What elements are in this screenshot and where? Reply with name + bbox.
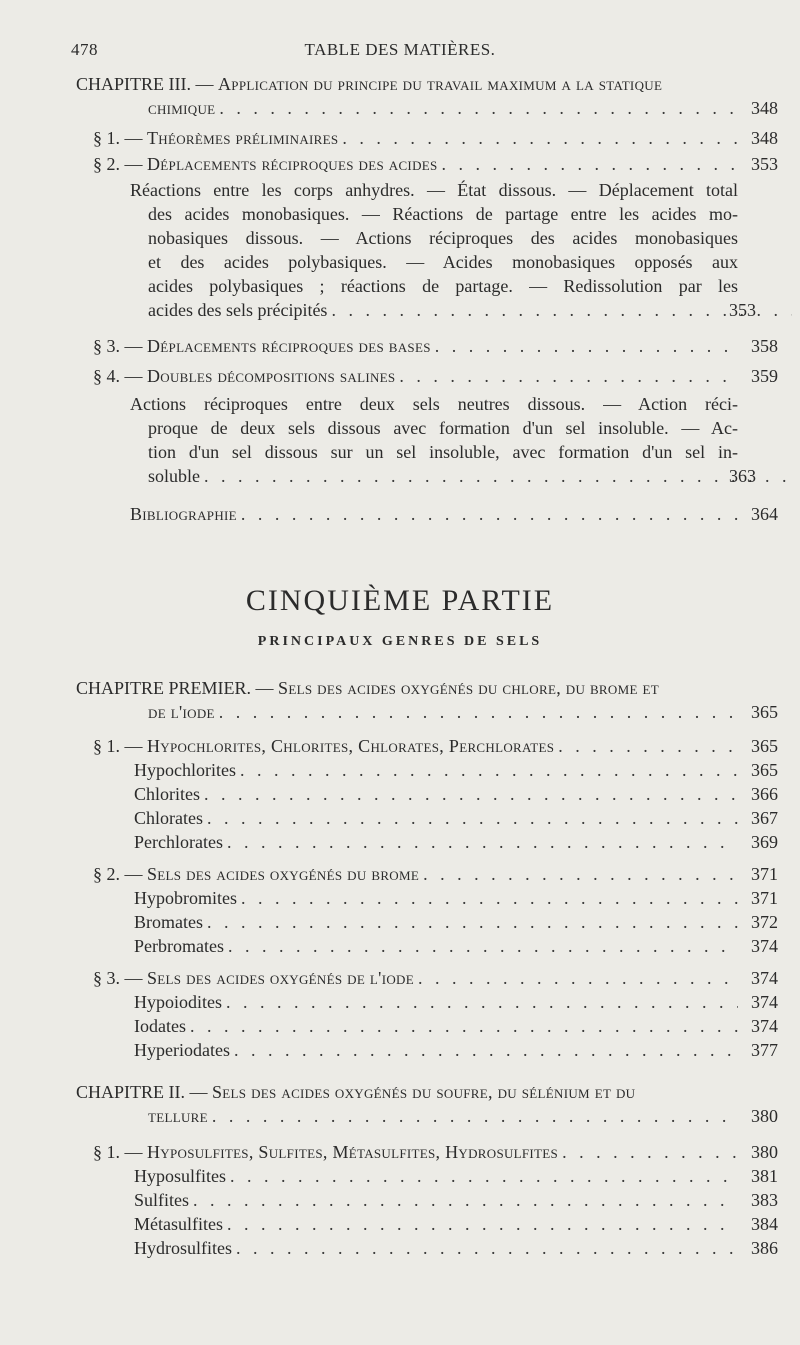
toc-page: 366 — [751, 784, 778, 804]
dot-leader — [204, 464, 792, 488]
chapter-title: Sels des acides oxygénés du soufre, du sélénium et du — [212, 1082, 636, 1102]
part-title: CINQUIÈME PARTIE — [245, 584, 555, 617]
toc-item — [134, 886, 778, 910]
dot-leader — [219, 700, 738, 724]
dot-leader — [241, 502, 738, 526]
toc-item — [134, 758, 778, 782]
section-title: Théorèmes préliminaires — [147, 128, 339, 148]
toc-item — [134, 830, 778, 854]
dot-leader — [435, 334, 738, 358]
toc-page: 371 — [751, 864, 778, 884]
summary-line: et des acides polybasiques. — Acides monobasiques opposés aux — [148, 252, 738, 272]
section-title: Déplacements réciproques des acides — [147, 154, 438, 174]
toc-page: 365 — [751, 702, 778, 722]
dot-leader — [204, 782, 738, 806]
running-header — [0, 38, 800, 62]
toc-item — [134, 1014, 778, 1038]
section-title: Hyposulfites, Sulfites, Métasulfites, Hydrosulfites — [147, 1142, 559, 1162]
item-title: Sulfites — [134, 1190, 190, 1210]
dot-leader — [241, 886, 738, 910]
section-title: Doubles décompositions salines — [147, 366, 396, 386]
summary-line: tion d'un sel dissous sur un sel insoluble, avec formation d'un sel in- — [148, 442, 738, 462]
summary-line: proque de deux sels dissous avec formation d'un sel insoluble. — Ac- — [148, 418, 738, 438]
item-title: Iodates — [134, 1016, 186, 1036]
item-title: Hypochlorites — [134, 760, 236, 780]
dot-leader — [234, 1038, 738, 1062]
chapter-title: Sels des acides oxygénés du chlore, du brome et — [278, 678, 659, 698]
page-number: 478 — [71, 40, 98, 59]
item-title: Métasulfites — [134, 1214, 223, 1234]
chapter-title: Application du principe du travail maximum a la statique — [218, 74, 663, 94]
toc-section — [93, 152, 778, 176]
toc-item — [134, 1212, 778, 1236]
toc-page: 358 — [751, 336, 778, 356]
running-title: TABLE DES MATIÈRES. — [304, 40, 496, 59]
toc-bibliography — [130, 502, 778, 526]
chapter-title-cont: tellure — [148, 1106, 208, 1126]
toc-section — [93, 1140, 778, 1164]
chapter-title-cont: chimique — [148, 98, 216, 118]
toc-item — [134, 1236, 778, 1260]
dot-leader — [227, 830, 738, 854]
section-label: § 1. — — [93, 128, 143, 148]
toc-item — [134, 1038, 778, 1062]
toc-page: 381 — [751, 1166, 778, 1186]
dot-leader — [558, 734, 738, 758]
toc-chapter-3 — [76, 72, 778, 120]
dot-leader — [193, 1188, 738, 1212]
toc-item — [134, 1188, 778, 1212]
section-title: Sels des acides oxygénés de l'iode — [147, 968, 414, 988]
toc-page: 369 — [751, 832, 778, 852]
section-label: § 1. — — [93, 1142, 143, 1162]
toc-item — [134, 806, 778, 830]
dot-leader — [212, 1104, 738, 1128]
toc-page: 365 — [751, 760, 778, 780]
dot-leader — [399, 364, 738, 388]
dot-leader — [418, 966, 738, 990]
toc-page: 363 — [729, 466, 756, 486]
dot-leader — [190, 1014, 738, 1038]
dot-leader — [562, 1140, 738, 1164]
toc-page: 374 — [751, 968, 778, 988]
chapter-label: CHAPITRE PREMIER. — — [76, 678, 274, 698]
summary-line: soluble — [148, 466, 200, 486]
toc-item — [134, 934, 778, 958]
toc-page: 367 — [751, 808, 778, 828]
toc-page: 380 — [751, 1106, 778, 1126]
summary-line: des acides monobasiques. — Réactions de partage entre les acides mo- — [148, 204, 738, 224]
chapter-title-cont: de l'iode — [148, 702, 215, 722]
toc-chapter-2 — [76, 1080, 778, 1128]
dot-leader — [236, 1236, 738, 1260]
toc-item — [134, 990, 778, 1014]
dot-leader — [207, 806, 738, 830]
toc-page: 348 — [751, 98, 778, 118]
section-label: § 2. — — [93, 864, 143, 884]
toc-page: 383 — [751, 1190, 778, 1210]
dot-leader — [207, 910, 738, 934]
item-title: Hyperiodates — [134, 1040, 230, 1060]
part-subtitle: PRINCIPAUX GENRES DE SELS — [257, 634, 543, 649]
toc-chapter-1 — [76, 676, 778, 724]
toc-page: 364 — [751, 504, 778, 524]
dot-leader — [342, 126, 738, 150]
toc-page: 386 — [751, 1238, 778, 1258]
toc-section — [93, 334, 778, 358]
dot-leader — [219, 96, 738, 120]
toc-page: 353 — [729, 300, 756, 320]
toc-page: 380 — [751, 1142, 778, 1162]
toc-page: 384 — [751, 1214, 778, 1234]
dot-leader — [230, 1164, 738, 1188]
toc-page: 365 — [751, 736, 778, 756]
summary-line: acides des sels précipités — [148, 300, 328, 320]
toc-section — [93, 126, 778, 150]
toc-page: 374 — [751, 1016, 778, 1036]
toc-page: 374 — [751, 936, 778, 956]
section-summary — [0, 178, 778, 322]
item-title: Perbromates — [134, 936, 224, 956]
dot-leader — [226, 990, 738, 1014]
dot-leader — [442, 152, 738, 176]
section-label: § 4. — — [93, 366, 143, 386]
chapter-label: CHAPITRE III. — — [76, 74, 214, 94]
summary-line: acides polybasiques ; réactions de partage. — Redissolution par les — [148, 276, 738, 296]
item-title: Chlorates — [134, 808, 203, 828]
dot-leader — [240, 758, 738, 782]
item-title: Chlorites — [134, 784, 200, 804]
dot-leader — [228, 934, 738, 958]
item-title: Perchlorates — [134, 832, 223, 852]
toc-section — [93, 364, 778, 388]
section-title: Déplacements réciproques des bases — [147, 336, 431, 356]
table-of-contents — [0, 64, 800, 1260]
toc-section — [93, 734, 778, 758]
toc-item — [134, 1164, 778, 1188]
toc-page: 372 — [751, 912, 778, 932]
section-label: § 3. — — [93, 336, 143, 356]
toc-page: 359 — [751, 366, 778, 386]
bibliography-title: Bibliographie — [130, 504, 237, 524]
item-title: Hydrosulfites — [134, 1238, 232, 1258]
item-title: Hypobromites — [134, 888, 237, 908]
summary-line: nobasiques dissous. — Actions réciproques des acides monobasiques — [148, 228, 738, 248]
toc-page: 374 — [751, 992, 778, 1012]
item-title: Hypoiodites — [134, 992, 222, 1012]
toc-page: 353 — [751, 154, 778, 174]
section-label: § 3. — — [93, 968, 143, 988]
section-label: § 2. — — [93, 154, 143, 174]
summary-line: Actions réciproques entre deux sels neutres dissous. — Action réci- — [130, 394, 738, 414]
section-summary — [0, 392, 778, 488]
chapter-label: CHAPITRE II. — — [76, 1082, 208, 1102]
item-title: Hyposulfites — [134, 1166, 226, 1186]
section-title: Sels des acides oxygénés du brome — [147, 864, 420, 884]
toc-page: 348 — [751, 128, 778, 148]
toc-page: 371 — [751, 888, 778, 908]
toc-item — [134, 910, 778, 934]
dot-leader — [227, 1212, 738, 1236]
section-label: § 1. — — [93, 736, 143, 756]
summary-line: Réactions entre les corps anhydres. — État dissous. — Déplacement total — [130, 180, 738, 200]
toc-page: 377 — [751, 1040, 778, 1060]
section-title: Hypochlorites, Chlorites, Chlorates, Perchlorates — [147, 736, 555, 756]
dot-leader — [423, 862, 738, 886]
toc-section — [93, 862, 778, 886]
toc-section — [93, 966, 778, 990]
toc-item — [134, 782, 778, 806]
item-title: Bromates — [134, 912, 203, 932]
